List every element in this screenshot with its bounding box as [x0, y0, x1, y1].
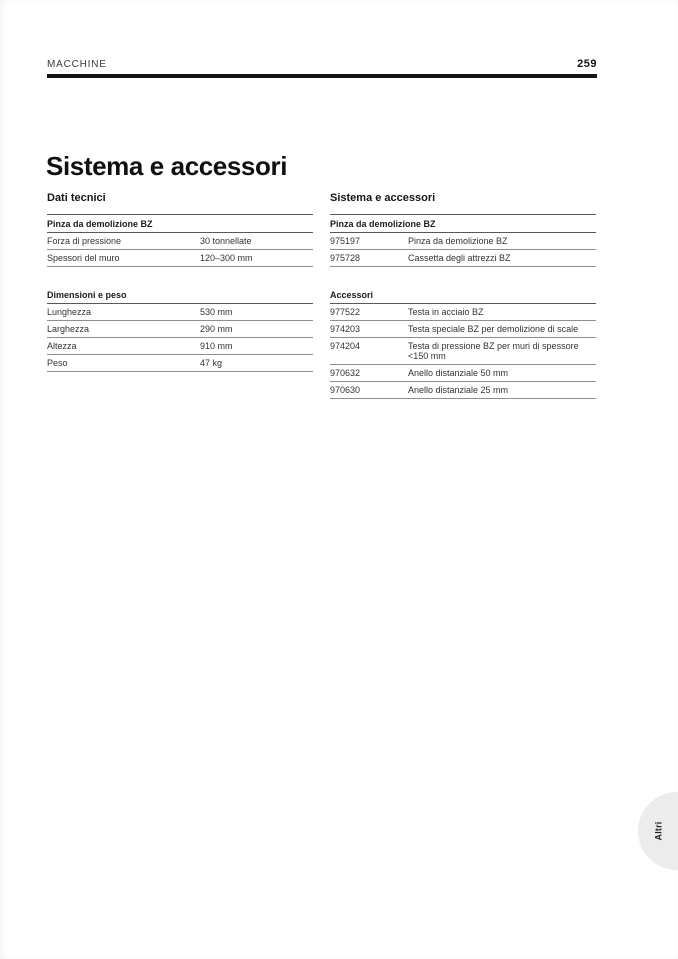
row-label: Lunghezza — [47, 307, 92, 317]
table-row — [47, 355, 313, 372]
side-tab-label: Altri — [653, 821, 663, 841]
row-value: 530 mm — [200, 307, 233, 317]
row-label: Peso — [47, 358, 68, 368]
table-section-header: Dimensioni e peso — [47, 286, 313, 304]
column-sistema-accessori — [330, 192, 596, 399]
table-section-header: Accessori — [330, 286, 596, 304]
table-row — [330, 321, 596, 338]
table-row — [330, 338, 596, 365]
table-row — [330, 304, 596, 321]
running-header — [47, 58, 597, 70]
item-code: 970632 — [330, 368, 361, 378]
section-label: MACCHINE — [47, 59, 107, 70]
row-label: Larghezza — [47, 324, 90, 334]
spec-table-dimensioni — [47, 286, 313, 372]
order-table-accessori — [330, 286, 596, 399]
item-description: Testa speciale BZ per demolizione di scale — [408, 324, 579, 334]
side-tab-altri[interactable] — [638, 792, 678, 870]
item-code: 975197 — [330, 236, 361, 246]
table-row — [330, 365, 596, 382]
item-code: 974203 — [330, 324, 361, 334]
page-number: 259 — [577, 58, 597, 70]
row-label: Spessori del muro — [47, 253, 120, 263]
column-dati-tecnici — [47, 192, 313, 399]
table-row — [47, 250, 313, 267]
table-section-header: Pinza da demolizione BZ — [330, 215, 596, 233]
table-row — [47, 233, 313, 250]
item-description: Anello distanziale 50 mm — [408, 368, 509, 378]
row-label: Forza di pressione — [47, 236, 122, 246]
table-row — [47, 338, 313, 355]
row-value: 120–300 mm — [200, 253, 253, 263]
row-value: 30 tonnellate — [200, 236, 252, 246]
item-description: Testa di pressione BZ per muri di spessore <150 mm — [408, 341, 579, 361]
row-value: 47 kg — [200, 358, 223, 368]
item-code: 977522 — [330, 307, 361, 317]
table-section-header: Pinza da demolizione BZ — [47, 215, 313, 233]
row-label: Altezza — [47, 341, 77, 351]
column-heading: Dati tecnici — [47, 192, 106, 204]
content-columns — [47, 192, 597, 399]
header-rule — [47, 74, 597, 78]
item-code: 975728 — [330, 253, 361, 263]
table-row — [47, 304, 313, 321]
table-row — [330, 250, 596, 267]
row-value: 910 mm — [200, 341, 233, 351]
table-row — [330, 233, 596, 250]
page-title: Sistema e accessori — [46, 151, 288, 182]
column-heading: Sistema e accessori — [330, 192, 436, 204]
item-description: Cassetta degli attrezzi BZ — [408, 253, 511, 263]
order-table-pinza — [330, 214, 596, 267]
row-value: 290 mm — [200, 324, 233, 334]
spec-table-pinza — [47, 214, 313, 267]
item-description: Anello distanziale 25 mm — [408, 385, 509, 395]
item-description: Pinza da demolizione BZ — [408, 236, 508, 246]
table-row — [330, 382, 596, 399]
item-description: Testa in acciaio BZ — [408, 307, 484, 317]
item-code: 974204 — [330, 341, 361, 351]
table-row — [47, 321, 313, 338]
item-code: 970630 — [330, 385, 361, 395]
